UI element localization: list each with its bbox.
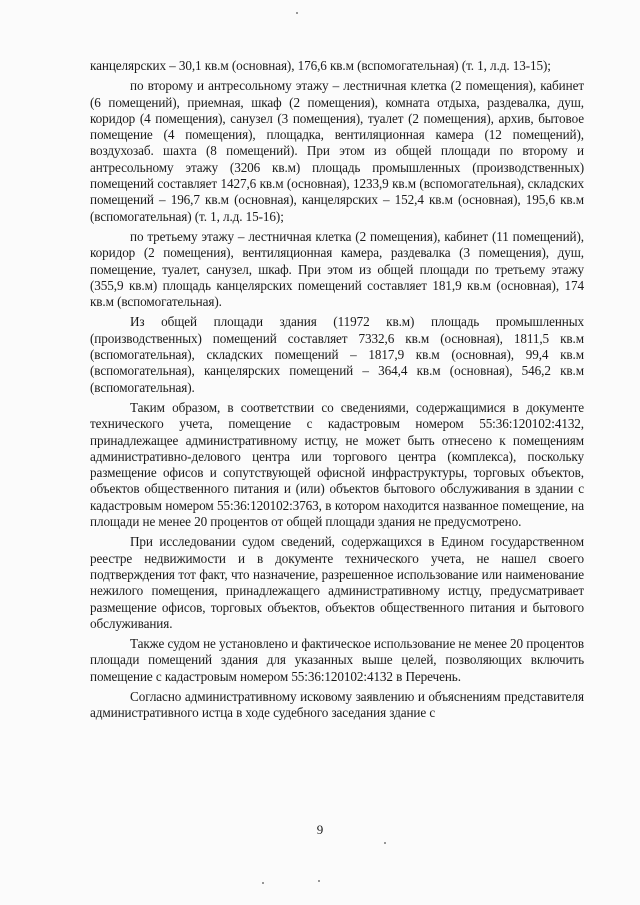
scan-speck — [262, 882, 264, 884]
document-body — [90, 58, 584, 726]
paragraph-1: канцелярских – 30,1 кв.м (основная), 176,6 кв.м (вспомогательная) (т. 1, л.д. 13-15); — [90, 58, 551, 73]
paragraph-3: по третьему этажу – лестничная клетка (2 помещения), кабинет (11 помещений), коридор (2 помещения), вентиляционная камера, раздевалка (3 помещения), душ, помещение, туалет, санузел, шкаф. При этом из общей площади по третьему этажу (355,9 кв.м) площадь канцелярских помещений составляет 181,9 кв.м (основная), 174 кв.м (вспомогательная). — [90, 228, 584, 310]
scan-speck — [296, 12, 298, 14]
scan-speck — [384, 842, 386, 844]
paragraph-4: Из общей площади здания (11972 кв.м) площадь промышленных (производственных) помещений составляет 7332,6 кв.м (основная), 1811,5 кв.м (вспомогательная), складских помещений – 1817,9 кв.м (основная), 99,4 кв.м (вспомогательная), канцелярских помещений – 364,4 кв.м (основная), 546,2 кв.м (вспомогательная). — [90, 314, 584, 395]
paragraph-5: Таким образом, в соответствии со сведениями, содержащимися в документе технического учета, помещение с кадастровым номером 55:36:120102:4132, принадлежащее административному истцу, не может быть отнесено к помещениям административно-делового центра или торгового центра (комплекса), поскольку размещение офисов и сопутствующей офисной инфраструктуры, торговых объектов, объектов общественного питания и (или) объектов бытового обслуживания в здании с кадастровым номером 55:36:120102:3763, в котором находится названное помещение, на площади не менее 20 процентов от общей площади здания не предусмотрено. — [90, 399, 584, 530]
paragraph-8: Согласно административному исковому заявлению и объяснениям представителя административного истца в ходе судебного заседания здание с — [90, 688, 584, 721]
paragraph-2: по второму и антресольному этажу – лестничная клетка (2 помещения), кабинет (6 помещений), приемная, шкаф (2 помещения), комната отдыха, раздевалка, душ, коридор (4 помещения), санузел (3 помещения), туалет (2 помещения), архив, бытовое помещение (4 помещения), площадка, вентиляционная камера (12 помещений), воздухозаб. шахта (8 помещений). При этом из общей площади по второму и антресольному этажу (3206 кв.м) площадь промышленных (производственных) помещений составляет 1427,6 кв.м (основная), 1233,9 кв.м (вспомогательная), складских помещений – 196,7 кв.м (основная), канцелярских – 152,4 кв.м (основная), 195,6 кв.м (вспомогательная) (т. 1, л.д. 15-16); — [90, 78, 584, 224]
paragraph-6: При исследовании судом сведений, содержащихся в Едином государственном реестре недвижимости и в документе технического учета, не нашел своего подтверждения тот факт, что назначение, разрешенное использование или наименование нежилого помещения, принадлежащего административному истцу, предусматривает размещение офисов, торговых объектов, объектов общественного питания и бытового обслуживания. — [90, 534, 584, 631]
scan-speck — [318, 880, 320, 882]
paragraph-7: Также судом не установлено и фактическое использование не менее 20 процентов площади помещений здания для указанных выше целей, позволяющих включить помещение с кадастровым номером 55:36:120102:4132 в Перечень. — [90, 636, 584, 684]
page-number: 9 — [316, 822, 324, 837]
